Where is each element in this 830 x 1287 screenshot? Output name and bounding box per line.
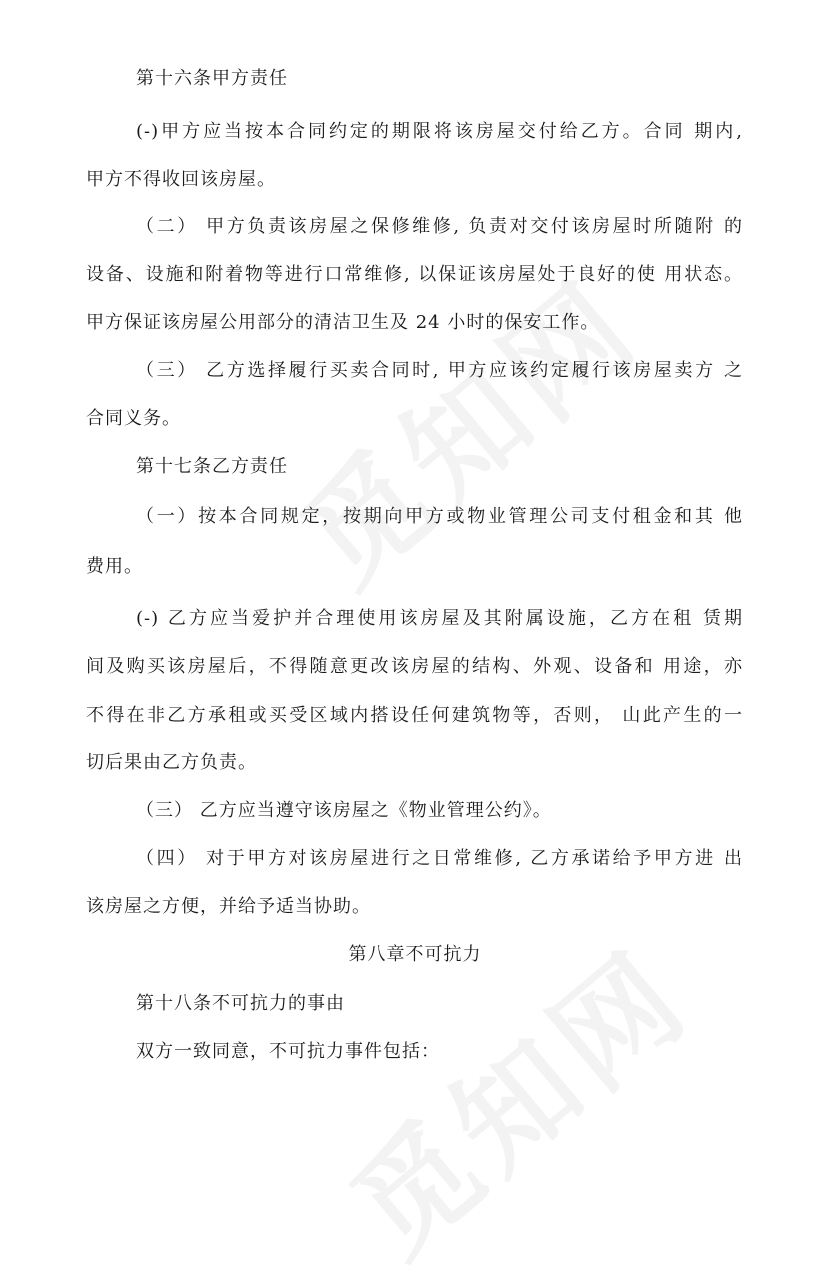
- paragraph-line: （四） 对于甲方对该房屋进行之日常维修, 乙方承诺给予甲方进 出: [136, 848, 743, 869]
- paragraph-line: 不得在非乙方承租或买受区域内搭设任何建筑物等，否则， 山此产生的一: [86, 705, 743, 726]
- paragraph-line: （三） 乙方选择履行买卖合同时, 甲方应该约定履行该房屋卖方 之: [136, 360, 743, 381]
- paragraph-line: (-) 乙方应当爱护并合理使用该房屋及其附属设施，乙方在租 赁期: [136, 608, 743, 629]
- article-16-heading: 第十六条甲方责任: [136, 68, 288, 89]
- paragraph-line: 该房屋之方便，并给予适当协助。: [86, 896, 371, 917]
- chapter-8-title: 第八章不可抗力: [348, 944, 482, 965]
- paragraph-line: 双方一致同意，不可抗力事件包括：: [136, 1041, 440, 1062]
- paragraph-line: （二） 甲方负责该房屋之保修维修, 负责对交付该房屋时所随附 的: [136, 216, 743, 237]
- paragraph-line: 合同义务。: [86, 408, 181, 429]
- paragraph-line: 切后果由乙方负责。: [86, 752, 257, 773]
- article-18-heading: 第十八条不可抗力的事由: [136, 993, 345, 1014]
- paragraph-line: (-)甲方应当按本合同约定的期限将该房屋交付给乙方。合同 期内,: [136, 121, 743, 142]
- paragraph-line: 设备、设施和附着物等进行口常维修, 以保证该房屋处于良好的使 用状态。: [86, 264, 743, 285]
- paragraph-line: 间及购买该房屋后，不得随意更改该房屋的结构、外观、设备和 用途，亦: [86, 656, 743, 677]
- paragraph-line: 甲方不得收回该房屋。: [86, 169, 276, 190]
- article-17-heading: 第十七条乙方责任: [136, 456, 288, 477]
- paragraph-line: 费用。: [86, 556, 143, 577]
- watermark: [260, 235, 669, 617]
- paragraph-line: （一）按本合同规定，按期向甲方或物业管理公司支付租金和其 他: [136, 506, 743, 527]
- paragraph-line: （三） 乙方应当遵守该房屋之《物业管理公约》。: [136, 800, 552, 821]
- paragraph-line: 甲方保证该房屋公用部分的清洁卫生及 24 小时的保安工作。: [86, 312, 600, 333]
